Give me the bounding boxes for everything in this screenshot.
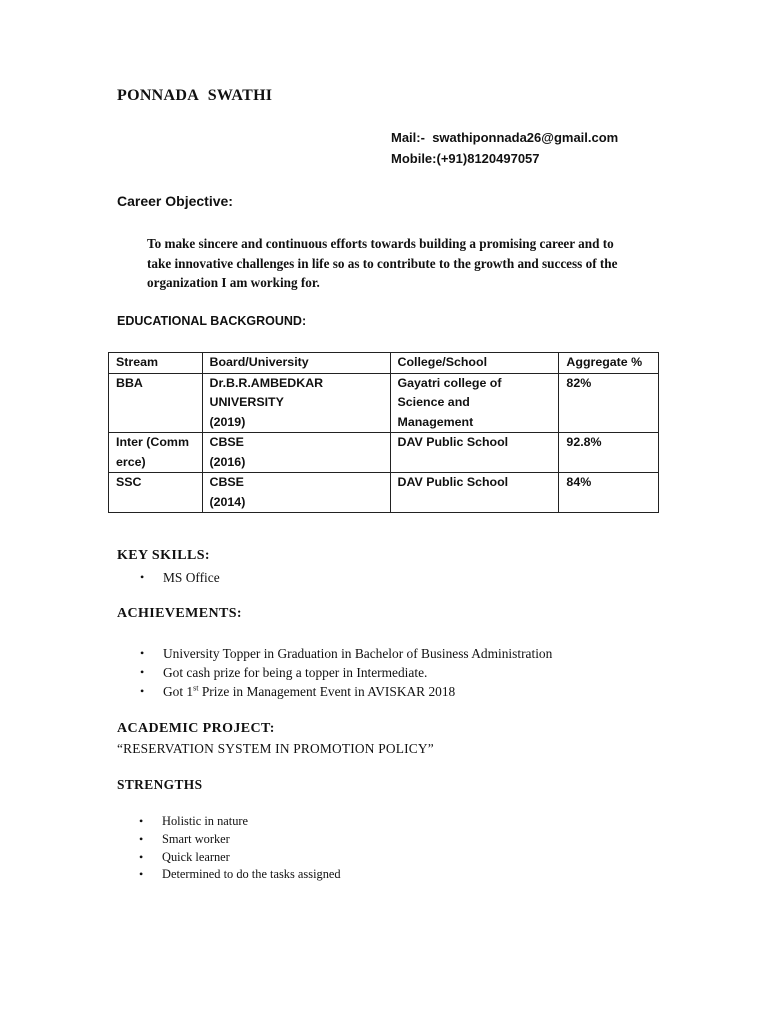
cell-college — [390, 473, 559, 513]
key-skills-list — [140, 568, 220, 587]
mail-value: swathiponnada26@gmail.com — [432, 130, 619, 145]
list-item: • Smart worker — [139, 831, 341, 849]
contact-mobile — [391, 151, 540, 166]
board-year: (2016) — [209, 454, 246, 469]
column-header-stream: Stream — [109, 353, 203, 374]
college-line: DAV Public School — [397, 435, 509, 449]
list-item: • Determined to do the tasks assigned — [139, 866, 341, 884]
bullet-icon: • — [140, 684, 145, 698]
career-objective-heading: Career Objective: — [117, 193, 233, 209]
board-line: CBSE — [209, 475, 244, 489]
education-heading: EDUCATIONAL BACKGROUND: — [117, 314, 307, 328]
cell-college — [390, 433, 559, 473]
bullet-icon: • — [140, 570, 145, 584]
cell-stream: Inter (Commerce) — [109, 433, 203, 473]
cell-aggregate: 92.8% — [559, 433, 659, 473]
mobile-label: Mobile: — [391, 151, 437, 166]
career-objective-text: To make sincere and continuous efforts towards building a promising career and to take innovative challenges in life so as to contribute to the growth and success of the organization I am working for. — [147, 236, 618, 290]
achievements-heading: ACHIEVEMENTS: — [117, 606, 242, 621]
mobile-value: (+91)8120497057 — [436, 151, 540, 166]
bullet-icon: • — [140, 646, 145, 660]
column-header-college: College/School — [390, 353, 559, 374]
table-header-row — [109, 353, 659, 374]
mail-label: Mail:- — [391, 130, 425, 145]
bullet-icon: • — [140, 665, 145, 679]
list-item: • Got cash prize for being a topper in Intermediate. — [140, 665, 428, 680]
bullet-icon: • — [139, 867, 144, 882]
college-line: DAV Public School — [397, 475, 509, 489]
key-skills-heading: KEY SKILLS: — [117, 548, 210, 563]
contact-mail — [391, 130, 618, 145]
cell-board — [202, 473, 390, 513]
cell-aggregate: 82% — [559, 373, 659, 433]
board-line: UNIVERSITY — [209, 395, 284, 409]
cell-college — [390, 373, 559, 433]
college-line: Gayatri college of — [397, 375, 502, 390]
candidate-name — [117, 87, 272, 105]
bullet-icon: • — [139, 849, 144, 864]
education-table — [108, 352, 659, 513]
list-item: • Quick learner — [139, 849, 341, 867]
cell-board — [202, 433, 390, 473]
board-year: (2019) — [209, 414, 246, 429]
strengths-list — [139, 813, 341, 884]
column-header-board: Board/University — [202, 353, 390, 374]
table-row — [109, 473, 659, 513]
board-line: CBSE — [209, 435, 244, 449]
list-item: • Got 1st Prize in Management Event in AVISKAR 2018 — [140, 683, 456, 699]
college-line: Science and — [397, 395, 470, 409]
cell-stream: BBA — [109, 373, 203, 433]
column-header-aggregate: Aggregate % — [559, 353, 659, 374]
project-title: “RESERVATION SYSTEM IN PROMOTION POLICY” — [117, 741, 434, 756]
cell-stream: SSC — [109, 473, 203, 513]
bullet-icon: • — [139, 814, 144, 828]
list-item: • Holistic in nature — [139, 813, 341, 831]
cell-aggregate: 84% — [559, 473, 659, 513]
college-line: Management — [397, 414, 474, 429]
board-year: (2014) — [209, 494, 246, 509]
name-first: PONNADA — [117, 87, 200, 104]
cell-board — [202, 373, 390, 433]
strengths-heading: STRENGTHS — [117, 777, 203, 792]
name-last: SWATHI — [207, 87, 273, 104]
bullet-icon: • — [139, 831, 144, 846]
board-line: Dr.B.R.AMBEDKAR — [209, 375, 324, 390]
table-row — [109, 373, 659, 433]
list-item: • MS Office — [140, 570, 220, 585]
achievements-list — [140, 644, 552, 701]
list-item: • University Topper in Graduation in Bachelor of Business Administration — [140, 646, 553, 661]
academic-project-heading: ACADEMIC PROJECT: — [117, 721, 275, 736]
table-row — [109, 433, 659, 473]
